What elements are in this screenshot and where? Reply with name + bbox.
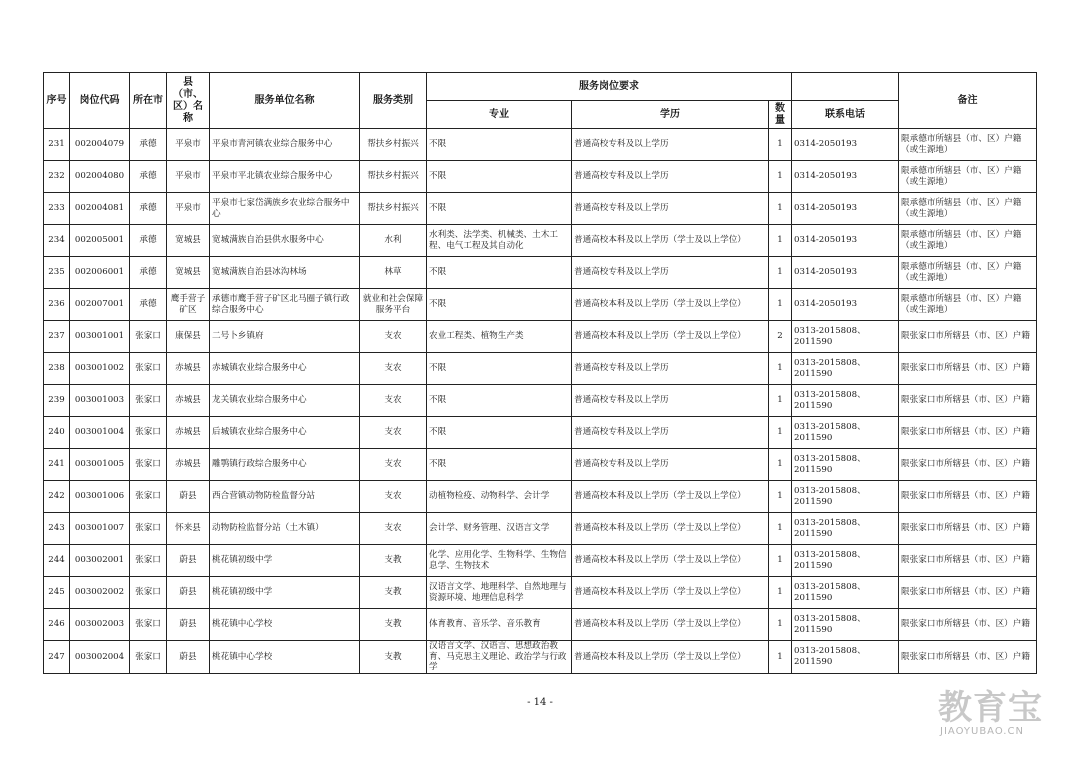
table-row [44,609,1037,641]
table-row [44,353,1037,385]
cell-phone: 0314-2050193 [792,257,899,289]
cell-city: 张家口 [130,385,167,417]
table-row [44,321,1037,353]
cell-code: 003001001 [70,321,130,353]
cell-county: 康保县 [167,321,210,353]
cell-unit: 桃花镇中心学校 [210,609,360,641]
cell-edu: 普通高校本科及以上学历（学士及以上学位） [572,577,769,609]
cell-seq: 235 [44,257,70,289]
cell-city: 承德 [130,161,167,193]
cell-count: 1 [769,577,792,609]
table-row [44,449,1037,481]
cell-county: 蔚县 [167,577,210,609]
cell-unit: 桃花镇初级中学 [210,545,360,577]
cell-note: 限张家口市所辖县（市、区）户籍 [899,385,1037,417]
cell-city: 张家口 [130,641,167,674]
cell-code: 003002003 [70,609,130,641]
cell-note: 限承德市所辖县（市、区）户籍（或生源地） [899,129,1037,161]
cell-category: 支教 [360,545,427,577]
cell-seq: 234 [44,225,70,257]
cell-city: 承德 [130,257,167,289]
cell-unit: 宽城满族自治县冰沟林场 [210,257,360,289]
cell-note: 限承德市所辖县（市、区）户籍（或生源地） [899,193,1037,225]
recruitment-table [43,72,1037,674]
cell-code: 003001004 [70,417,130,449]
cell-edu: 普通高校专科及以上学历 [572,353,769,385]
cell-edu: 普通高校专科及以上学历 [572,193,769,225]
cell-unit: 桃花镇初级中学 [210,577,360,609]
cell-note: 限张家口市所辖县（市、区）户籍 [899,545,1037,577]
cell-city: 承德 [130,289,167,321]
cell-edu: 普通高校本科及以上学历（学士及以上学位） [572,641,769,674]
cell-category: 支农 [360,481,427,513]
cell-phone: 0313-2015808、2011590 [792,353,899,385]
table-row [44,417,1037,449]
cell-category: 水利 [360,225,427,257]
cell-edu: 普通高校本科及以上学历（学士及以上学位） [572,481,769,513]
cell-seq: 242 [44,481,70,513]
cell-seq: 241 [44,449,70,481]
cell-major: 不限 [427,161,572,193]
cell-unit: 桃花镇中心学校 [210,641,360,674]
cell-note: 限张家口市所辖县（市、区）户籍 [899,641,1037,674]
cell-code: 003002002 [70,577,130,609]
header-edu: 学历 [572,101,769,129]
cell-code: 002006001 [70,257,130,289]
cell-edu: 普通高校专科及以上学历 [572,257,769,289]
cell-note: 限张家口市所辖县（市、区）户籍 [899,417,1037,449]
cell-county: 宽城县 [167,225,210,257]
cell-city: 承德 [130,129,167,161]
cell-note: 限承德市所辖县（市、区）户籍（或生源地） [899,289,1037,321]
cell-major: 化学、应用化学、生物科学、生物信息学、生物技术 [427,545,572,577]
header-requirements: 服务岗位要求 [427,73,792,101]
cell-count: 1 [769,481,792,513]
cell-major: 不限 [427,417,572,449]
table-row [44,385,1037,417]
cell-count: 1 [769,545,792,577]
cell-unit: 二号卜乡镇府 [210,321,360,353]
cell-seq: 239 [44,385,70,417]
page-number: - 14 - [527,697,553,708]
cell-category: 支农 [360,321,427,353]
cell-seq: 238 [44,353,70,385]
cell-edu: 普通高校专科及以上学历 [572,417,769,449]
cell-note: 限张家口市所辖县（市、区）户籍 [899,481,1037,513]
cell-phone: 0314-2050193 [792,193,899,225]
cell-edu: 普通高校专科及以上学历 [572,449,769,481]
cell-county: 宽城县 [167,257,210,289]
cell-major: 动植物检疫、动物科学、会计学 [427,481,572,513]
cell-major: 不限 [427,385,572,417]
cell-code: 003001002 [70,353,130,385]
cell-major: 水利类、法学类、机械类、土木工程、电气工程及其自动化 [427,225,572,257]
table-row [44,161,1037,193]
cell-code: 002007001 [70,289,130,321]
cell-phone: 0313-2015808、2011590 [792,577,899,609]
cell-major: 不限 [427,193,572,225]
cell-code: 003001003 [70,385,130,417]
cell-count: 1 [769,641,792,674]
cell-category: 支农 [360,353,427,385]
cell-edu: 普通高校本科及以上学历（学士及以上学位） [572,289,769,321]
cell-county: 平泉市 [167,129,210,161]
cell-seq: 246 [44,609,70,641]
cell-code: 003001006 [70,481,130,513]
cell-unit: 平泉市青河镇农业综合服务中心 [210,129,360,161]
cell-seq: 244 [44,545,70,577]
cell-category: 支农 [360,385,427,417]
cell-city: 张家口 [130,513,167,545]
cell-county: 蔚县 [167,641,210,674]
cell-city: 张家口 [130,609,167,641]
cell-city: 承德 [130,193,167,225]
cell-code: 002004081 [70,193,130,225]
header-seq: 序号 [44,73,70,129]
cell-code: 003002004 [70,641,130,674]
cell-unit: 宽城满族自治县供水服务中心 [210,225,360,257]
cell-note: 限张家口市所辖县（市、区）户籍 [899,353,1037,385]
cell-seq: 233 [44,193,70,225]
cell-unit: 赤城镇农业综合服务中心 [210,353,360,385]
cell-seq: 236 [44,289,70,321]
cell-unit: 雕鹗镇行政综合服务中心 [210,449,360,481]
cell-city: 张家口 [130,353,167,385]
cell-category: 林草 [360,257,427,289]
cell-seq: 240 [44,417,70,449]
cell-major: 不限 [427,353,572,385]
cell-phone: 0313-2015808、2011590 [792,481,899,513]
header-phone-top [792,73,899,101]
cell-county: 赤城县 [167,353,210,385]
cell-seq: 245 [44,577,70,609]
cell-category: 支农 [360,417,427,449]
header-category: 服务类别 [360,73,427,129]
cell-count: 1 [769,609,792,641]
cell-county: 赤城县 [167,449,210,481]
cell-category: 帮扶乡村振兴 [360,193,427,225]
cell-unit: 动物防检监督分站（土木镇） [210,513,360,545]
cell-city: 张家口 [130,577,167,609]
cell-category: 支教 [360,609,427,641]
cell-category: 就业和社会保障服务平台 [360,289,427,321]
table-row [44,225,1037,257]
cell-county: 蔚县 [167,481,210,513]
cell-major: 不限 [427,257,572,289]
cell-code: 002004080 [70,161,130,193]
cell-note: 限张家口市所辖县（市、区）户籍 [899,513,1037,545]
cell-major: 汉语言文学、地理科学、自然地理与资源环境、地理信息科学 [427,577,572,609]
cell-phone: 0313-2015808、2011590 [792,513,899,545]
cell-category: 帮扶乡村振兴 [360,161,427,193]
header-count: 数量 [769,101,792,129]
cell-city: 张家口 [130,449,167,481]
cell-unit: 西合营镇动物防检监督分站 [210,481,360,513]
cell-seq: 243 [44,513,70,545]
table-row [44,257,1037,289]
cell-edu: 普通高校本科及以上学历（学士及以上学位） [572,225,769,257]
cell-major: 不限 [427,129,572,161]
cell-county: 平泉市 [167,193,210,225]
cell-count: 1 [769,513,792,545]
cell-edu: 普通高校本科及以上学历（学士及以上学位） [572,321,769,353]
cell-phone: 0313-2015808、2011590 [792,321,899,353]
cell-unit: 承德市鹰手营子矿区北马圈子镇行政综合服务中心 [210,289,360,321]
cell-edu: 普通高校本科及以上学历（学士及以上学位） [572,609,769,641]
cell-count: 1 [769,129,792,161]
table-row [44,513,1037,545]
cell-city: 张家口 [130,417,167,449]
cell-phone: 0313-2015808、2011590 [792,609,899,641]
cell-county: 蔚县 [167,545,210,577]
cell-count: 1 [769,353,792,385]
cell-count: 1 [769,417,792,449]
cell-county: 怀来县 [167,513,210,545]
table-row [44,481,1037,513]
cell-count: 1 [769,193,792,225]
table-row [44,193,1037,225]
cell-note: 限承德市所辖县（市、区）户籍（或生源地） [899,257,1037,289]
cell-phone: 0313-2015808、2011590 [792,449,899,481]
cell-county: 蔚县 [167,609,210,641]
header-county: 县（市、区）名称 [167,73,210,129]
header-unit: 服务单位名称 [210,73,360,129]
cell-count: 1 [769,289,792,321]
table-row [44,577,1037,609]
watermark-text: 教育宝 [938,688,1043,728]
cell-code: 003001007 [70,513,130,545]
cell-seq: 247 [44,641,70,674]
cell-phone: 0314-2050193 [792,129,899,161]
cell-count: 1 [769,161,792,193]
cell-phone: 0313-2015808、2011590 [792,385,899,417]
cell-city: 张家口 [130,321,167,353]
cell-code: 002004079 [70,129,130,161]
cell-city: 承德 [130,225,167,257]
cell-phone: 0314-2050193 [792,225,899,257]
cell-phone: 0314-2050193 [792,289,899,321]
header-phone: 联系电话 [792,101,899,129]
cell-seq: 231 [44,129,70,161]
cell-major: 不限 [427,289,572,321]
cell-phone: 0313-2015808、2011590 [792,545,899,577]
cell-county: 赤城县 [167,385,210,417]
cell-city: 张家口 [130,545,167,577]
cell-edu: 普通高校专科及以上学历 [572,129,769,161]
cell-edu: 普通高校本科及以上学历（学士及以上学位） [572,513,769,545]
watermark-logo [938,690,1068,750]
cell-category: 支农 [360,449,427,481]
table-row [44,289,1037,321]
cell-major: 农业工程类、植物生产类 [427,321,572,353]
cell-phone: 0314-2050193 [792,161,899,193]
header-city: 所在市 [130,73,167,129]
cell-count: 2 [769,321,792,353]
cell-category: 帮扶乡村振兴 [360,129,427,161]
cell-major: 体育教育、音乐学、音乐教育 [427,609,572,641]
header-major: 专业 [427,101,572,129]
cell-code: 002005001 [70,225,130,257]
cell-major: 不限 [427,449,572,481]
cell-seq: 232 [44,161,70,193]
cell-code: 003001005 [70,449,130,481]
cell-count: 1 [769,449,792,481]
cell-county: 赤城县 [167,417,210,449]
cell-category: 支教 [360,577,427,609]
watermark-url: JIAOYUBAO.CN [940,726,1024,737]
cell-count: 1 [769,385,792,417]
cell-note: 限张家口市所辖县（市、区）户籍 [899,449,1037,481]
cell-major: 会计学、财务管理、汉语言文学 [427,513,572,545]
cell-edu: 普通高校本科及以上学历（学士及以上学位） [572,545,769,577]
header-code: 岗位代码 [70,73,130,129]
cell-city: 张家口 [130,481,167,513]
cell-note: 限张家口市所辖县（市、区）户籍 [899,609,1037,641]
cell-seq: 237 [44,321,70,353]
cell-note: 限承德市所辖县（市、区）户籍（或生源地） [899,161,1037,193]
cell-unit: 龙关镇农业综合服务中心 [210,385,360,417]
cell-edu: 普通高校专科及以上学历 [572,385,769,417]
cell-county: 鹰手营子矿区 [167,289,210,321]
cell-code: 003002001 [70,545,130,577]
cell-phone: 0313-2015808、2011590 [792,641,899,674]
cell-county: 平泉市 [167,161,210,193]
cell-unit: 后城镇农业综合服务中心 [210,417,360,449]
cell-note: 限张家口市所辖县（市、区）户籍 [899,321,1037,353]
table-row [44,641,1037,674]
cell-major: 汉语言文学、汉语言、思想政治教育、马克思主义理论、政治学与行政学 [427,641,572,674]
table-row [44,545,1037,577]
cell-note: 限承德市所辖县（市、区）户籍（或生源地） [899,225,1037,257]
cell-edu: 普通高校专科及以上学历 [572,161,769,193]
table-body [44,129,1037,674]
cell-phone: 0313-2015808、2011590 [792,417,899,449]
cell-category: 支教 [360,641,427,674]
cell-category: 支农 [360,513,427,545]
cell-note: 限张家口市所辖县（市、区）户籍 [899,577,1037,609]
header-note: 备注 [899,73,1037,129]
table-row [44,129,1037,161]
cell-unit: 平泉市平北镇农业综合服务中心 [210,161,360,193]
cell-count: 1 [769,225,792,257]
cell-count: 1 [769,257,792,289]
cell-unit: 平泉市七家岱满族乡农业综合服务中心 [210,193,360,225]
